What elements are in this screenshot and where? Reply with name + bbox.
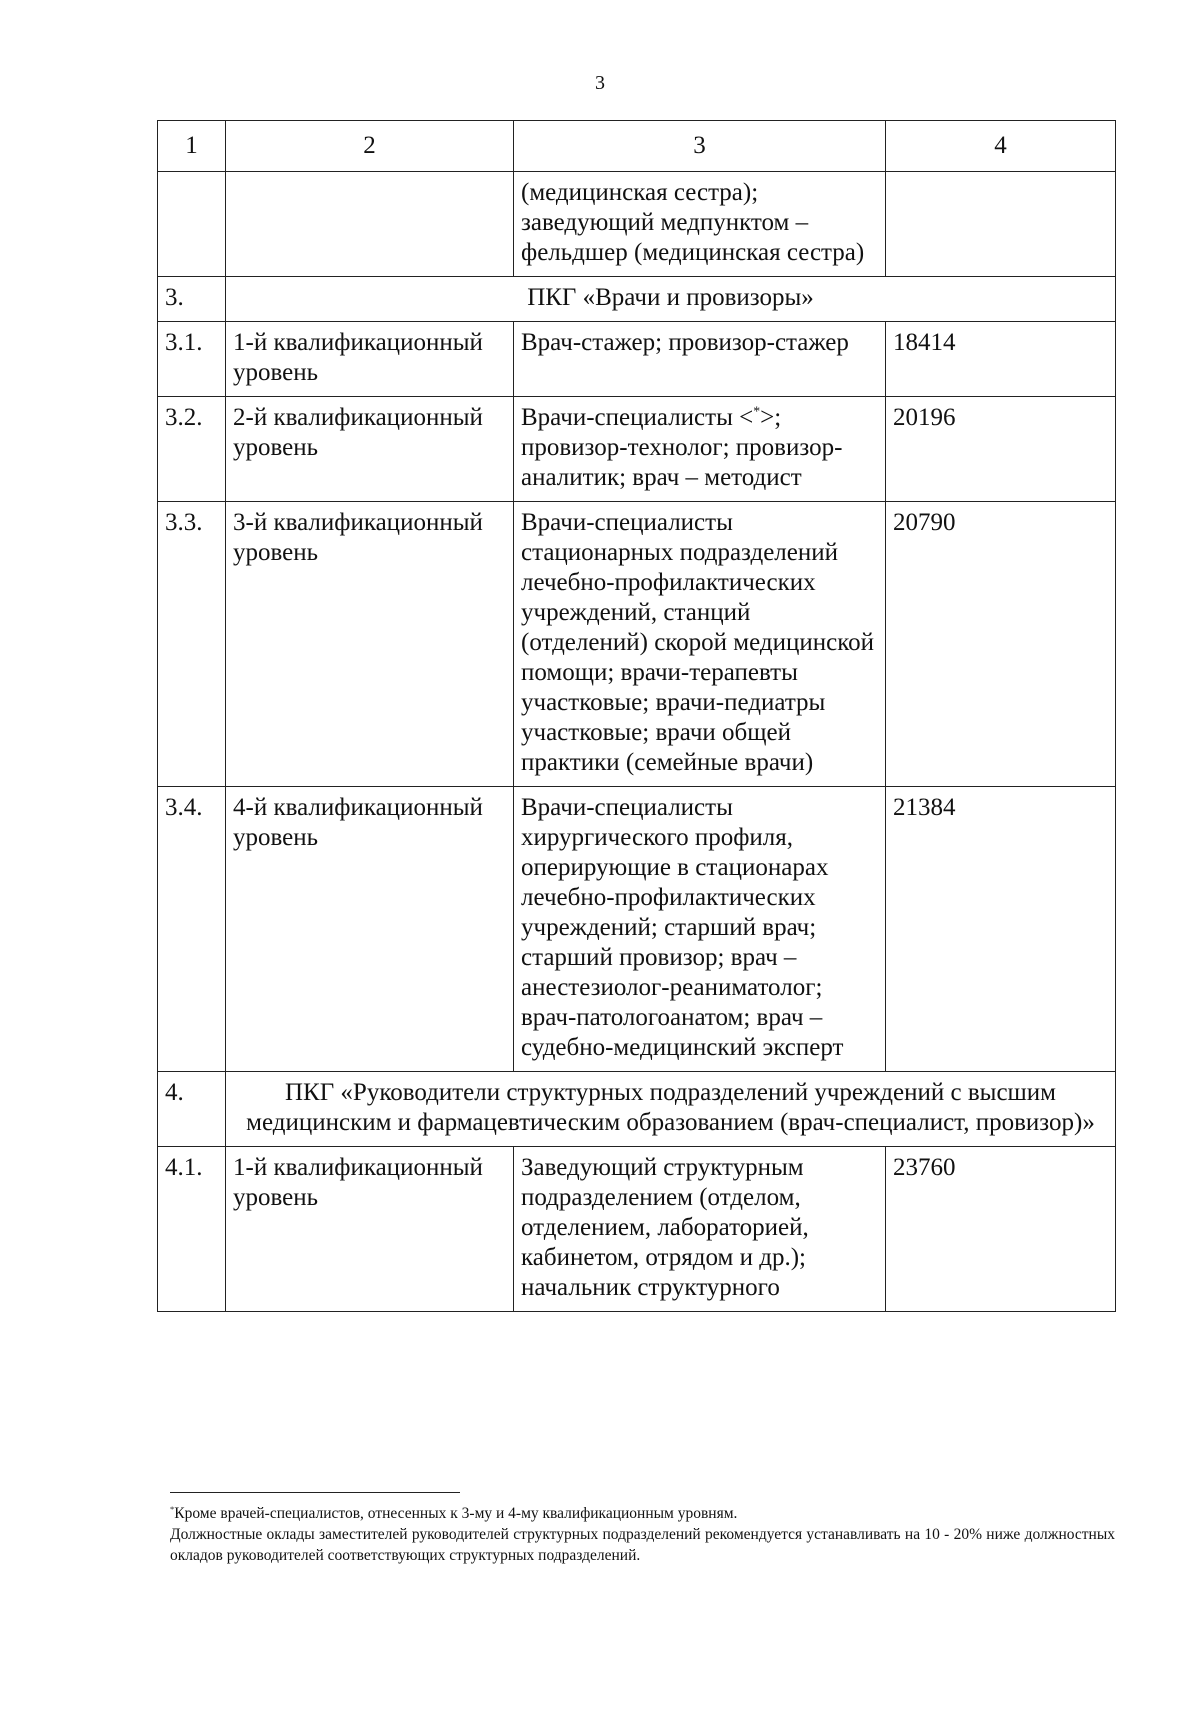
footnote-divider [170,1492,460,1493]
table-row [158,172,1116,277]
footnote-marker: * [753,403,761,419]
footnote-1 [170,1503,1115,1524]
positions-cell: Заведующий структурным подразделением (отделом, отделением, лабораторией, кабинетом, отрядом и др.); начальник структурного [514,1147,886,1312]
table-row [158,502,1116,787]
positions-text-end: >; провизор-технолог; провизор-аналитик; врач – методист [521,404,843,491]
column-number-4: 4 [886,121,1116,172]
salary-cell [886,172,1116,277]
column-number-1: 1 [158,121,226,172]
positions-cell: Врачи-специалисты стационарных подразделений лечебно-профилактических учреждений, станций (отделений) скорой медицинской помощи; врачи-терапевты участковые; врачи-педиатры участковые; врачи общей практики (семейные врачи) [514,502,886,787]
row-number-cell: 3.1. [158,322,226,397]
group-header-row [158,1072,1116,1147]
qualification-level-cell: 1-й квалификационный уровень [226,1147,514,1312]
qualification-level-cell: 4-й квалификационный уровень [226,787,514,1072]
positions-cell [514,397,886,502]
salary-cell: 21384 [886,787,1116,1072]
salary-cell: 20790 [886,502,1116,787]
page-number: 3 [595,72,605,94]
table-row [158,787,1116,1072]
positions-cell: (медицинская сестра); заведующий медпунктом – фельдшер (медицинская сестра) [514,172,886,277]
footnote-1-text: Кроме врачей-специалистов, отнесенных к 3-му и 4-му квалификационным уровням. [174,1505,738,1522]
qualification-level-cell [226,172,514,277]
footnote-marker: * [170,1503,175,1514]
salary-cell: 20196 [886,397,1116,502]
column-number-2: 2 [226,121,514,172]
group-header-row [158,277,1116,322]
qualification-level-cell: 3-й квалификационный уровень [226,502,514,787]
qualification-level-cell: 1-й квалификационный уровень [226,322,514,397]
row-number-cell: 3.4. [158,787,226,1072]
table-row [158,1147,1116,1312]
positions-text-start: Врачи-специалисты < [521,404,754,431]
table-row [158,397,1116,502]
row-number-cell: 4.1. [158,1147,226,1312]
salary-cell: 18414 [886,322,1116,397]
salary-cell: 23760 [886,1147,1116,1312]
footnotes [170,1503,1115,1566]
footnote-2: Должностные оклады заместителей руководителей структурных подразделений рекомендуется устанавливать на 10 - 20% ниже должностных окладов руководителей соответствующих структурных подразделений. [170,1526,1115,1564]
group-number-cell: 4. [158,1072,226,1147]
group-number-cell: 3. [158,277,226,322]
group-title-cell: ПКГ «Врачи и провизоры» [226,277,1116,322]
row-number-cell [158,172,226,277]
table-header-row [158,121,1116,172]
table-row [158,322,1116,397]
positions-cell: Врач-стажер; провизор-стажер [514,322,886,397]
row-number-cell: 3.3. [158,502,226,787]
row-number-cell: 3.2. [158,397,226,502]
positions-cell: Врачи-специалисты хирургического профиля, оперирующие в стационарах лечебно-профилактических учреждений; старший врач; старший провизор; врач – анестезиолог-реаниматолог; врач-патологоанатом; врач – судебно-медицинский эксперт [514,787,886,1072]
salary-table [157,120,1116,1312]
qualification-level-cell: 2-й квалификационный уровень [226,397,514,502]
column-number-3: 3 [514,121,886,172]
group-title-cell: ПКГ «Руководители структурных подразделений учреждений с высшим медицинским и фармацевтическим образованием (врач-специалист, провизор)» [226,1072,1116,1147]
